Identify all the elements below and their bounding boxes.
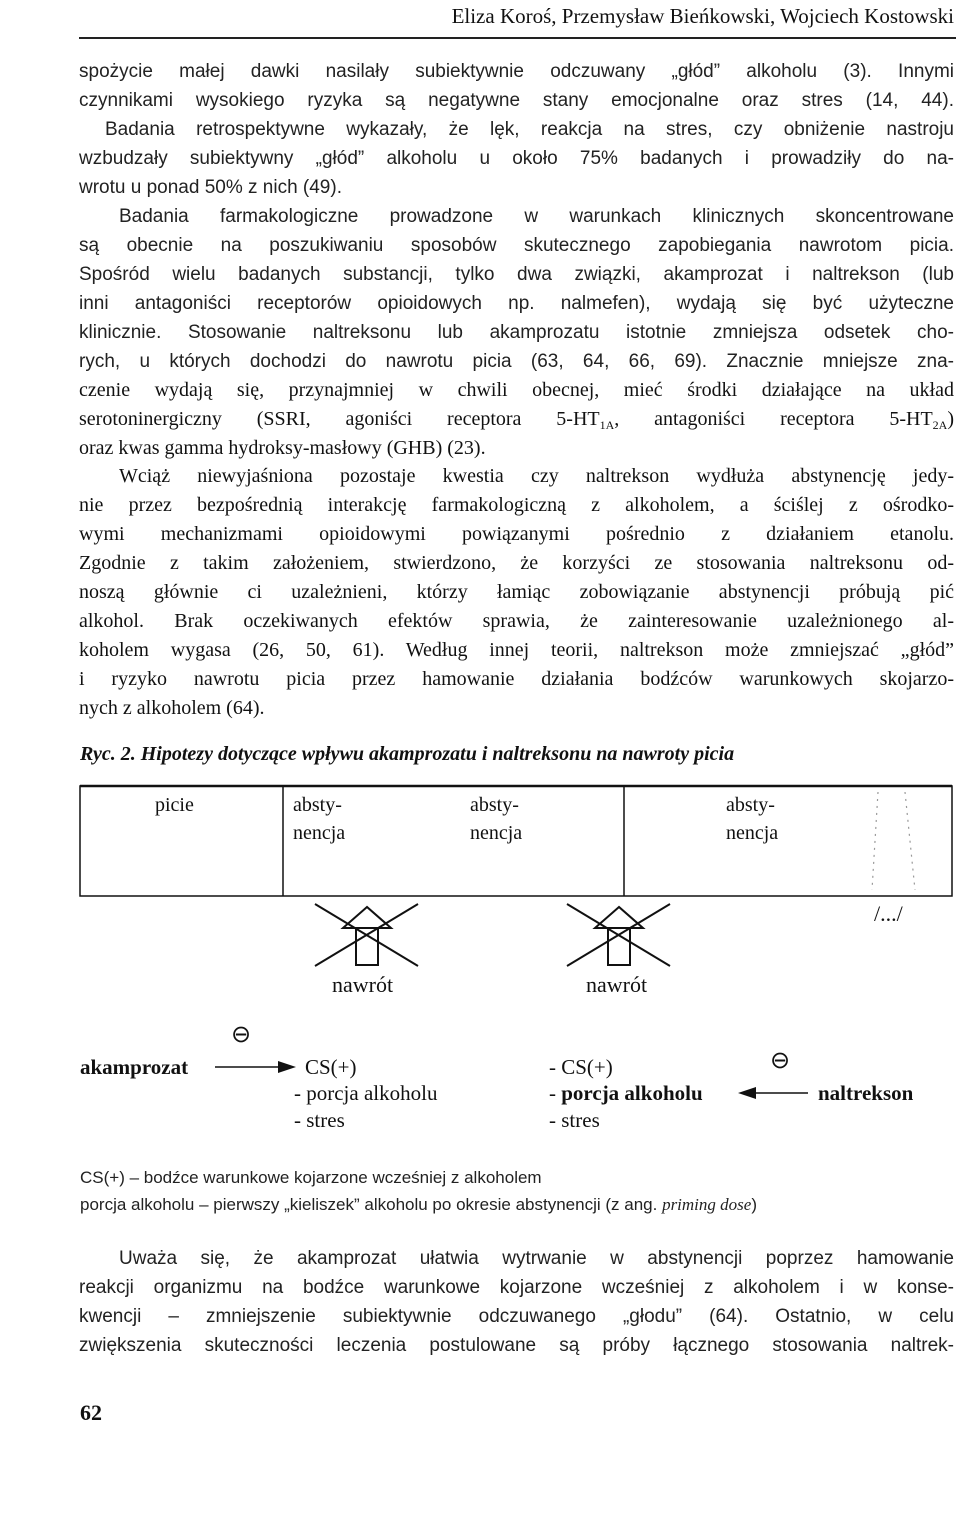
text-line: reakcji organizmu na bodźce warunkowe kojarzone wcześniej z alkoholem i w konse- [79, 1277, 954, 1298]
text-line: Badania farmakologiczne prowadzone w warunkach klinicznych skoncentrowane [119, 206, 954, 227]
text-line: nych z alkoholem (64). [79, 697, 265, 719]
text-line: nie przez bezpośrednią interakcję farmakologiczną z alkoholem, a ściślej z ośrodko- [79, 494, 954, 516]
crossed-arrow-icon [315, 904, 418, 966]
text-line: klinicznie. Stosowanie naltreksonu lub akamprozatu istotnie zmniejsza odsetek cho- [79, 322, 954, 343]
subscript: 1A [599, 418, 615, 432]
crossed-arrow-icon [567, 904, 670, 966]
text-line: Badania retrospektywne wykazały, że lęk, reakcja na stres, czy obniżenie nastroju [105, 119, 954, 140]
text-line: i ryzyko nawrotu picia przez hamowanie działania bodźców warunkowych skojarzo- [79, 668, 954, 690]
text-line: Uważa się, że akamprozat ułatwia wytrwanie w abstynencji poprzez hamowanie [119, 1248, 954, 1269]
text-line: czenie wydają się, przynajmniej w chwili obecnej, mieć środki działające na układ [79, 379, 954, 401]
left-arrow-icon [738, 1087, 808, 1099]
text-line: koholem wygasa (26, 50, 61). Według innej teorii, naltrekson może zmniejszać „głód” [79, 639, 954, 661]
legend-italic: priming dose [662, 1195, 752, 1214]
left-target: CS(+) [305, 1055, 357, 1079]
drug-label-naltrekson: naltrekson [818, 1081, 914, 1105]
right-target: - stres [549, 1108, 600, 1132]
relapse-label: nawrót [586, 972, 648, 997]
text-line: inni antagoniści receptorów opioidowych np. nalmefen), wydają się być użyteczne [79, 293, 954, 314]
text-segment: ) [947, 408, 954, 430]
figure-title: Hipotezy dotyczące wpływu akamprozatu i naltreksonu na nawroty picia [140, 743, 735, 765]
legend-line [80, 1192, 757, 1218]
cell-picie: picie [155, 794, 194, 816]
text-line: wrotu u ponad 50% z nich (49). [79, 177, 342, 198]
right-target: - CS(+) [549, 1055, 613, 1079]
cell-abstynencja-1b: nencja [293, 822, 346, 844]
text-line: kwencji – zmniejszenie subiektywnie odczuwanego „głodu” (64). Ostatnio, w celu [79, 1306, 954, 1327]
text-line: Spośród wielu badanych substancji, tylko dwa związki, akamprozat i naltrekson (lub [79, 264, 954, 285]
cell-abstynencja-1a: absty- [293, 794, 342, 816]
ellipsis-label: /.../ [874, 901, 903, 926]
text-line: zwiększenia skuteczności leczenia postulowane są próby łącznego stosowania naltrek- [79, 1335, 954, 1356]
text-segment: , antagoniści receptora 5-HT [614, 408, 933, 430]
bold-label: porcja alkoholu [561, 1081, 703, 1105]
page-number: 62 [80, 1400, 102, 1425]
text-line: rych, u których dochodzi do nawrotu picia (63, 64, 66, 69). Znacznie mniejsze zna- [79, 351, 954, 372]
text-line: spożycie małej dawki nasilały subiektywnie odczuwany „głód” alkoholu (3). Innymi [79, 61, 954, 82]
legend-text: ) [751, 1195, 757, 1214]
relapse-label: nawrót [332, 972, 394, 997]
figure-label: Ryc. 2. [80, 743, 136, 765]
drug-label-akamprozat: akamprozat [80, 1055, 189, 1079]
text-line: noszą głównie ci uzależnieni, którzy łamiąc zobowiązanie abstynencji próbują pić [79, 581, 954, 603]
cell-abstynencja-2a: absty- [470, 794, 519, 816]
text-line: alkohol. Brak oczekiwanych efektów sprawia, że zainteresowanie uzależnionego al- [79, 610, 954, 632]
cell-abstynencja-3b: nencja [726, 822, 779, 844]
left-target: - porcja alkoholu [294, 1081, 438, 1105]
left-target: - stres [294, 1108, 345, 1132]
legend-line: CS(+) – bodźce warunkowe kojarzone wcześniej z alkoholem [80, 1168, 542, 1187]
inhibition-icon: ⊖ [770, 1048, 791, 1074]
text-line: Zgodnie z takim założeniem, stwierdzono, że korzyści ze stosowania naltreksonu od- [79, 552, 954, 574]
inhibition-icon: ⊖ [231, 1022, 252, 1048]
right-target-bold: - porcja alkoholu [549, 1081, 703, 1105]
text-segment: serotoninergiczny (SSRI, agoniści receptora 5-HT [79, 408, 600, 430]
running-header: Eliza Koroś, Przemysław Bieńkowski, Wojciech Kostowski [451, 4, 954, 28]
text-line: oraz kwas gamma hydroksy-masłowy (GHB) (23). [79, 437, 486, 459]
text-line: czynnikami wysokiego ryzyka są negatywne stany emocjonalne oraz stres (14, 44). [79, 90, 954, 111]
text-line: są obecnie na poszukiwaniu sposobów skutecznego zapobiegania nawrotom picia. [79, 235, 954, 256]
legend-text: porcja alkoholu – pierwszy „kieliszek” alkoholu po okresie abstynencji (z ang. [80, 1195, 663, 1214]
text-line: Wciąż niewyjaśniona pozostaje kwestia czy naltrekson wydłuża abstynencję jedy- [119, 465, 954, 487]
cell-abstynencja-3a: absty- [726, 794, 775, 816]
paragraph-4 [79, 1244, 954, 1360]
subscript: 2A [932, 418, 948, 432]
cell-abstynencja-2b: nencja [470, 822, 523, 844]
right-arrow-icon [215, 1061, 296, 1073]
text-line: wymi mechanizmami opioidowymi powiązanymi pośrednio z działaniem etanolu. [79, 523, 954, 545]
text-line: wzbudzały subiektywny „głód” alkoholu u około 75% badanych i prowadziły do na- [79, 148, 954, 169]
